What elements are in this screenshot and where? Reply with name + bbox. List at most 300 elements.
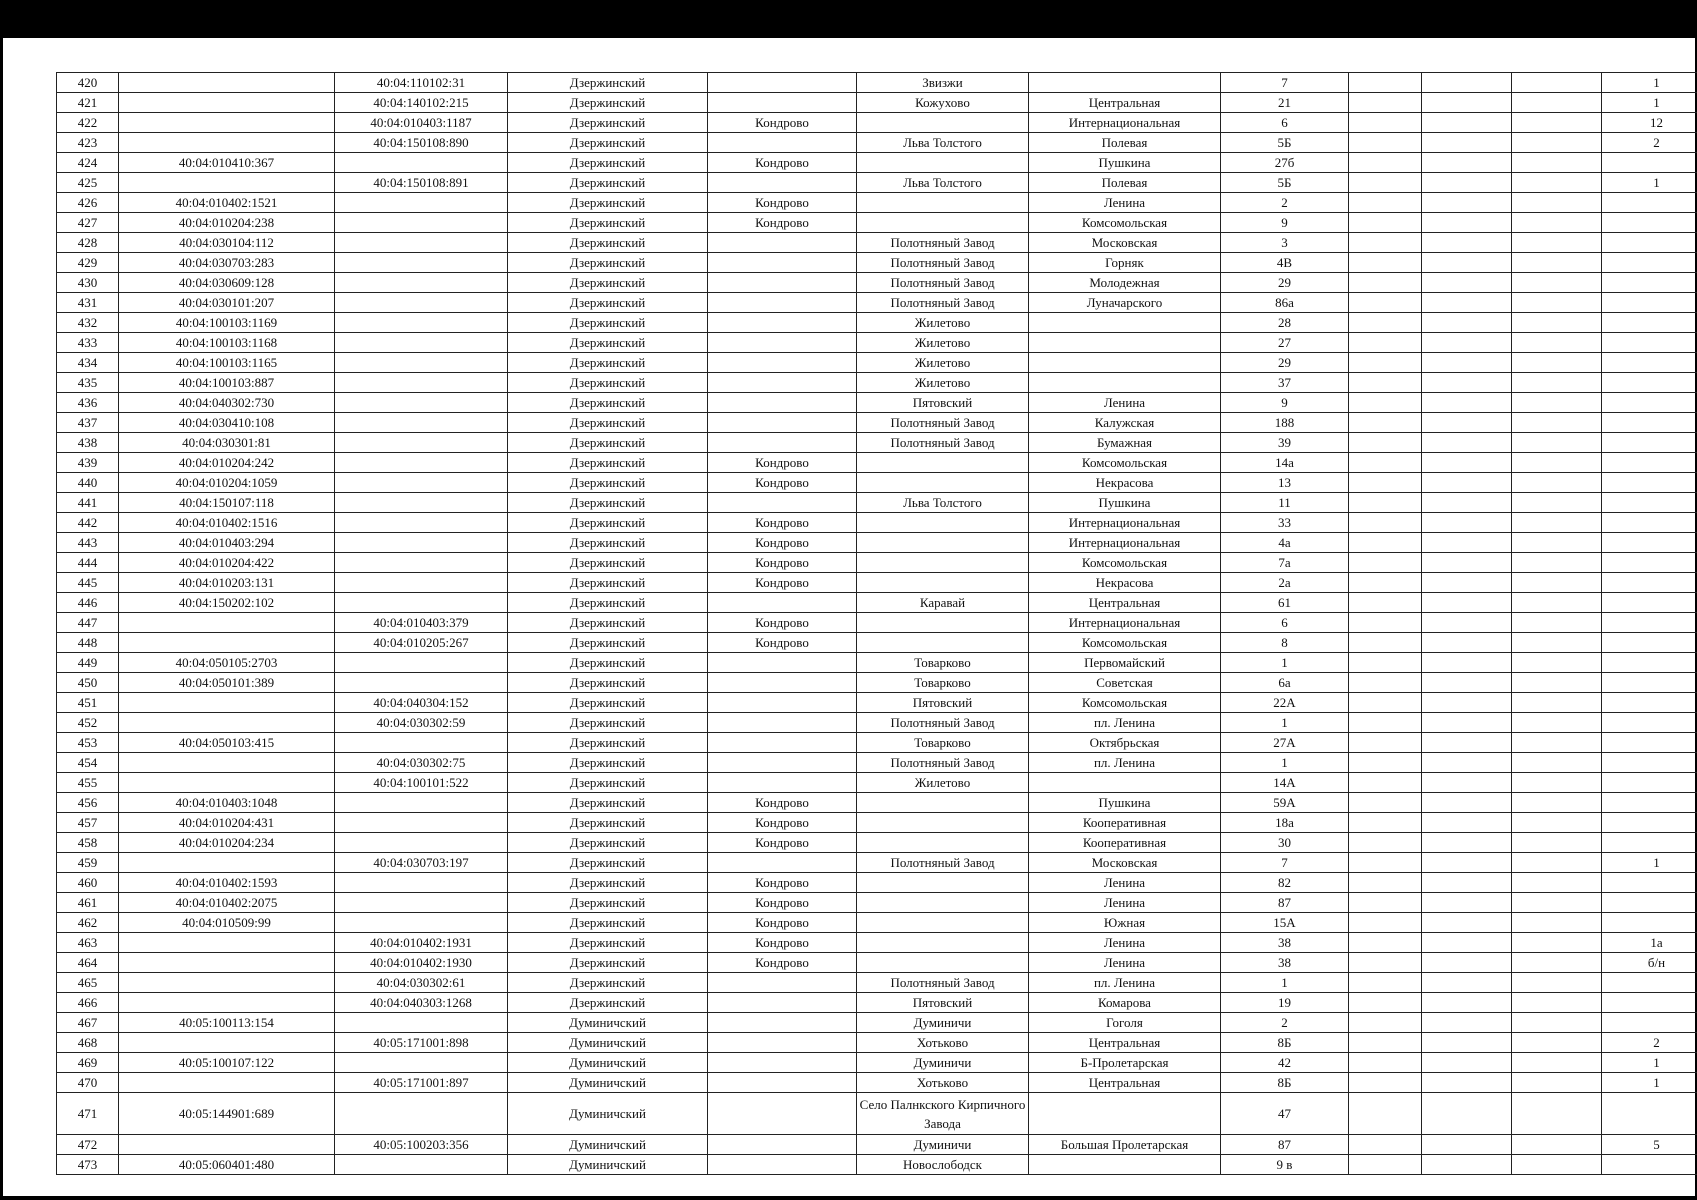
apartment-cell [1602,473,1697,493]
apartment-cell [1602,893,1697,913]
district-cell: Думиничский [508,1093,708,1135]
extra-cell-2 [1422,513,1512,533]
row-number: 463 [57,933,119,953]
apartment-cell [1602,153,1697,173]
house-number-cell: 29 [1221,353,1349,373]
settlement-cell: Полотняный Завод [857,853,1029,873]
house-number-cell: 22А [1221,693,1349,713]
cadastral-number-building [335,453,508,473]
row-number: 421 [57,93,119,113]
table-row [57,853,1697,873]
street-cell: Интернациональная [1029,533,1221,553]
row-number: 449 [57,653,119,673]
table-row [57,353,1697,373]
extra-cell-1 [1349,253,1422,273]
table-row [57,953,1697,973]
street-cell: Интернациональная [1029,113,1221,133]
apartment-cell: 1 [1602,1053,1697,1073]
district-cell: Дзержинский [508,113,708,133]
apartment-cell [1602,653,1697,673]
table-row [57,153,1697,173]
table-row [57,893,1697,913]
table-row [57,333,1697,353]
street-cell: Бумажная [1029,433,1221,453]
cadastral-number-land: 40:05:100107:122 [119,1053,335,1073]
extra-cell-2 [1422,913,1512,933]
house-number-cell: 14а [1221,453,1349,473]
district-cell: Дзержинский [508,813,708,833]
street-cell: Комсомольская [1029,693,1221,713]
extra-cell-3 [1512,653,1602,673]
table-row [57,193,1697,213]
scan-left-border [0,38,3,1200]
row-number: 470 [57,1073,119,1093]
cadastral-number-building [335,293,508,313]
cadastral-number-building: 40:04:140102:215 [335,93,508,113]
street-cell [1029,773,1221,793]
district-cell: Дзержинский [508,233,708,253]
settlement-cell: Товарково [857,733,1029,753]
cadastral-number-land: 40:04:150202:102 [119,593,335,613]
apartment-cell [1602,353,1697,373]
district-cell: Дзержинский [508,373,708,393]
house-number-cell: 15А [1221,913,1349,933]
apartment-cell: 1 [1602,853,1697,873]
cadastral-number-building [335,353,508,373]
settlement-cell [857,113,1029,133]
settlement-cell: Льва Толстого [857,133,1029,153]
house-number-cell: 9 [1221,213,1349,233]
street-cell: Центральная [1029,1073,1221,1093]
table-row [57,453,1697,473]
settlement-cell: Полотняный Завод [857,413,1029,433]
district-cell: Думиничский [508,1013,708,1033]
extra-cell-2 [1422,1093,1512,1135]
cadastral-number-land [119,93,335,113]
apartment-cell [1602,553,1697,573]
apartment-cell [1602,613,1697,633]
row-number: 430 [57,273,119,293]
extra-cell-2 [1422,1135,1512,1155]
house-number-cell: 61 [1221,593,1349,613]
settlement-cell: Товарково [857,673,1029,693]
district-cell: Дзержинский [508,533,708,553]
table-row [57,273,1697,293]
row-number: 457 [57,813,119,833]
extra-cell-3 [1512,1013,1602,1033]
cadastral-number-land: 40:04:010204:238 [119,213,335,233]
cadastral-number-land: 40:04:030301:81 [119,433,335,453]
apartment-cell [1602,993,1697,1013]
town-cell [708,1135,857,1155]
cadastral-number-land: 40:04:050105:2703 [119,653,335,673]
house-number-cell: 5Б [1221,173,1349,193]
extra-cell-2 [1422,813,1512,833]
settlement-cell [857,613,1029,633]
cadastral-number-land: 40:04:010402:1521 [119,193,335,213]
extra-cell-2 [1422,73,1512,93]
cadastral-number-land [119,1073,335,1093]
extra-cell-1 [1349,953,1422,973]
settlement-cell: Полотняный Завод [857,273,1029,293]
apartment-cell [1602,773,1697,793]
apartment-cell [1602,373,1697,393]
extra-cell-1 [1349,293,1422,313]
extra-cell-1 [1349,1135,1422,1155]
cadastral-number-land: 40:04:010402:1593 [119,873,335,893]
row-number: 444 [57,553,119,573]
cadastral-number-building [335,413,508,433]
apartment-cell [1602,273,1697,293]
street-cell: Полевая [1029,173,1221,193]
settlement-cell [857,913,1029,933]
street-cell: Калужская [1029,413,1221,433]
cadastral-number-building [335,473,508,493]
extra-cell-1 [1349,113,1422,133]
house-number-cell: 87 [1221,893,1349,913]
town-cell [708,313,857,333]
table-row [57,1093,1697,1135]
extra-cell-1 [1349,793,1422,813]
extra-cell-2 [1422,673,1512,693]
row-number: 438 [57,433,119,453]
cadastral-number-building [335,193,508,213]
town-cell [708,973,857,993]
town-cell [708,1073,857,1093]
cadastral-number-land [119,773,335,793]
cadastral-number-land: 40:04:030410:108 [119,413,335,433]
apartment-cell [1602,513,1697,533]
extra-cell-1 [1349,213,1422,233]
apartment-cell: 1 [1602,1073,1697,1093]
extra-cell-1 [1349,613,1422,633]
settlement-cell [857,933,1029,953]
district-cell: Дзержинский [508,193,708,213]
cadastral-number-land [119,953,335,973]
row-number: 469 [57,1053,119,1073]
settlement-cell: Думиничи [857,1013,1029,1033]
cadastral-number-land: 40:04:010509:99 [119,913,335,933]
extra-cell-3 [1512,913,1602,933]
table-row [57,673,1697,693]
table-row [57,553,1697,573]
cadastral-number-building: 40:04:040304:152 [335,693,508,713]
extra-cell-2 [1422,393,1512,413]
extra-cell-3 [1512,373,1602,393]
cadastral-number-land [119,973,335,993]
extra-cell-2 [1422,493,1512,513]
cadastral-number-building: 40:04:030302:59 [335,713,508,733]
row-number: 425 [57,173,119,193]
table-row [57,993,1697,1013]
extra-cell-1 [1349,633,1422,653]
cadastral-number-land [119,1033,335,1053]
street-cell: Московская [1029,853,1221,873]
extra-cell-1 [1349,433,1422,453]
extra-cell-3 [1512,993,1602,1013]
district-cell: Дзержинский [508,933,708,953]
cadastral-number-building [335,313,508,333]
extra-cell-2 [1422,933,1512,953]
table-row [57,693,1697,713]
cadastral-number-building [335,393,508,413]
extra-cell-1 [1349,353,1422,373]
cadastral-number-building: 40:04:010205:267 [335,633,508,653]
extra-cell-3 [1512,613,1602,633]
cadastral-number-land [119,853,335,873]
cadastral-number-land: 40:04:030104:112 [119,233,335,253]
extra-cell-1 [1349,473,1422,493]
extra-cell-1 [1349,813,1422,833]
cadastral-number-building [335,653,508,673]
table-row [57,213,1697,233]
document-sheet [56,72,1697,1175]
street-cell: Полевая [1029,133,1221,153]
cadastral-number-building [335,433,508,453]
table-row [57,293,1697,313]
cadastral-number-building [335,1155,508,1175]
district-cell: Дзержинский [508,213,708,233]
settlement-cell [857,553,1029,573]
extra-cell-2 [1422,533,1512,553]
street-cell: Кооперативная [1029,833,1221,853]
extra-cell-2 [1422,893,1512,913]
town-cell [708,713,857,733]
extra-cell-3 [1512,673,1602,693]
town-cell: Кондрово [708,533,857,553]
settlement-cell: Хотьково [857,1033,1029,1053]
extra-cell-1 [1349,653,1422,673]
extra-cell-3 [1512,73,1602,93]
district-cell: Дзержинский [508,353,708,373]
town-cell [708,653,857,673]
cadastral-number-land [119,713,335,733]
town-cell: Кондрово [708,873,857,893]
district-cell: Дзержинский [508,253,708,273]
house-number-cell: 19 [1221,993,1349,1013]
apartment-cell [1602,533,1697,553]
extra-cell-1 [1349,1073,1422,1093]
street-cell: Ленина [1029,193,1221,213]
table-row [57,973,1697,993]
extra-cell-3 [1512,593,1602,613]
row-number: 436 [57,393,119,413]
extra-cell-3 [1512,493,1602,513]
extra-cell-2 [1422,1073,1512,1093]
table-row [57,733,1697,753]
town-cell [708,413,857,433]
cadastral-number-building [335,593,508,613]
street-cell: Центральная [1029,1033,1221,1053]
street-cell: пл. Ленина [1029,753,1221,773]
table-row [57,1073,1697,1093]
extra-cell-2 [1422,293,1512,313]
apartment-cell [1602,313,1697,333]
house-number-cell: 2 [1221,193,1349,213]
table-row [57,753,1697,773]
row-number: 468 [57,1033,119,1053]
extra-cell-1 [1349,893,1422,913]
extra-cell-1 [1349,493,1422,513]
table-row [57,1155,1697,1175]
settlement-cell [857,573,1029,593]
apartment-cell: 1 [1602,93,1697,113]
settlement-cell [857,533,1029,553]
district-cell: Дзержинский [508,593,708,613]
cadastral-number-land: 40:04:100103:1169 [119,313,335,333]
house-number-cell: 3 [1221,233,1349,253]
extra-cell-1 [1349,573,1422,593]
street-cell: Луначарского [1029,293,1221,313]
town-cell: Кондрово [708,913,857,933]
extra-cell-2 [1422,313,1512,333]
extra-cell-1 [1349,553,1422,573]
apartment-cell: 1 [1602,173,1697,193]
cadastral-number-building [335,213,508,233]
cadastral-number-land: 40:04:100103:1165 [119,353,335,373]
apartment-cell [1602,193,1697,213]
extra-cell-2 [1422,613,1512,633]
house-number-cell: 7 [1221,853,1349,873]
row-number: 466 [57,993,119,1013]
extra-cell-2 [1422,113,1512,133]
district-cell: Дзержинский [508,913,708,933]
house-number-cell: 6 [1221,113,1349,133]
extra-cell-2 [1422,173,1512,193]
street-cell [1029,1155,1221,1175]
district-cell: Дзержинский [508,873,708,893]
street-cell: Некрасова [1029,473,1221,493]
district-cell: Дзержинский [508,713,708,733]
street-cell: Интернациональная [1029,613,1221,633]
apartment-cell [1602,433,1697,453]
extra-cell-3 [1512,473,1602,493]
extra-cell-1 [1349,133,1422,153]
apartment-cell [1602,413,1697,433]
extra-cell-3 [1512,353,1602,373]
street-cell: пл. Ленина [1029,713,1221,733]
street-cell: Комсомольская [1029,453,1221,473]
district-cell: Дзержинский [508,973,708,993]
row-number: 451 [57,693,119,713]
extra-cell-3 [1512,933,1602,953]
house-number-cell: 27А [1221,733,1349,753]
house-number-cell: 1 [1221,753,1349,773]
cadastral-number-building [335,1053,508,1073]
scan-bottom-border [0,1196,1697,1200]
extra-cell-3 [1512,793,1602,813]
extra-cell-3 [1512,193,1602,213]
extra-cell-2 [1422,573,1512,593]
settlement-cell: Звизжи [857,73,1029,93]
extra-cell-3 [1512,973,1602,993]
extra-cell-1 [1349,933,1422,953]
cadastral-number-land [119,613,335,633]
extra-cell-2 [1422,1013,1512,1033]
row-number: 429 [57,253,119,273]
table-row [57,513,1697,533]
cadastral-number-land: 40:04:010204:431 [119,813,335,833]
street-cell: Комсомольская [1029,553,1221,573]
house-number-cell: 11 [1221,493,1349,513]
apartment-cell [1602,233,1697,253]
house-number-cell: 42 [1221,1053,1349,1073]
town-cell [708,1053,857,1073]
apartment-cell: 1а [1602,933,1697,953]
cadastral-number-building: 40:04:030302:75 [335,753,508,773]
district-cell: Дзержинский [508,313,708,333]
extra-cell-3 [1512,773,1602,793]
extra-cell-1 [1349,913,1422,933]
apartment-cell [1602,913,1697,933]
cadastral-number-building [335,1093,508,1135]
table-row [57,393,1697,413]
town-cell [708,1093,857,1135]
settlement-cell [857,633,1029,653]
town-cell [708,333,857,353]
row-number: 424 [57,153,119,173]
settlement-cell [857,513,1029,533]
district-cell: Дзержинский [508,773,708,793]
extra-cell-2 [1422,233,1512,253]
row-number: 452 [57,713,119,733]
town-cell: Кондрово [708,453,857,473]
extra-cell-2 [1422,593,1512,613]
extra-cell-1 [1349,513,1422,533]
row-number: 455 [57,773,119,793]
settlement-cell: Пятовский [857,693,1029,713]
cadastral-number-land: 40:04:010203:131 [119,573,335,593]
cadastral-number-land: 40:04:010204:1059 [119,473,335,493]
district-cell: Дзержинский [508,293,708,313]
row-number: 473 [57,1155,119,1175]
cadastral-number-building [335,873,508,893]
house-number-cell: 37 [1221,373,1349,393]
extra-cell-2 [1422,993,1512,1013]
town-cell: Кондрово [708,113,857,133]
cadastral-number-building: 40:04:040303:1268 [335,993,508,1013]
extra-cell-1 [1349,193,1422,213]
street-cell: Комсомольская [1029,213,1221,233]
extra-cell-3 [1512,273,1602,293]
extra-cell-2 [1422,713,1512,733]
cadastral-number-building [335,373,508,393]
row-number: 450 [57,673,119,693]
house-number-cell: 86а [1221,293,1349,313]
row-number: 422 [57,113,119,133]
street-cell: Некрасова [1029,573,1221,593]
town-cell: Кондрово [708,213,857,233]
extra-cell-2 [1422,193,1512,213]
district-cell: Дзержинский [508,633,708,653]
town-cell [708,353,857,373]
cadastral-number-building: 40:05:100203:356 [335,1135,508,1155]
cadastral-number-land [119,633,335,653]
extra-cell-1 [1349,1033,1422,1053]
cadastral-number-land [119,753,335,773]
table-row [57,633,1697,653]
street-cell: Ленина [1029,953,1221,973]
town-cell [708,393,857,413]
town-cell: Кондрово [708,153,857,173]
extra-cell-1 [1349,673,1422,693]
extra-cell-1 [1349,993,1422,1013]
extra-cell-2 [1422,413,1512,433]
extra-cell-3 [1512,853,1602,873]
house-number-cell: 8Б [1221,1033,1349,1053]
cadastral-number-building [335,493,508,513]
cadastral-number-building [335,553,508,573]
